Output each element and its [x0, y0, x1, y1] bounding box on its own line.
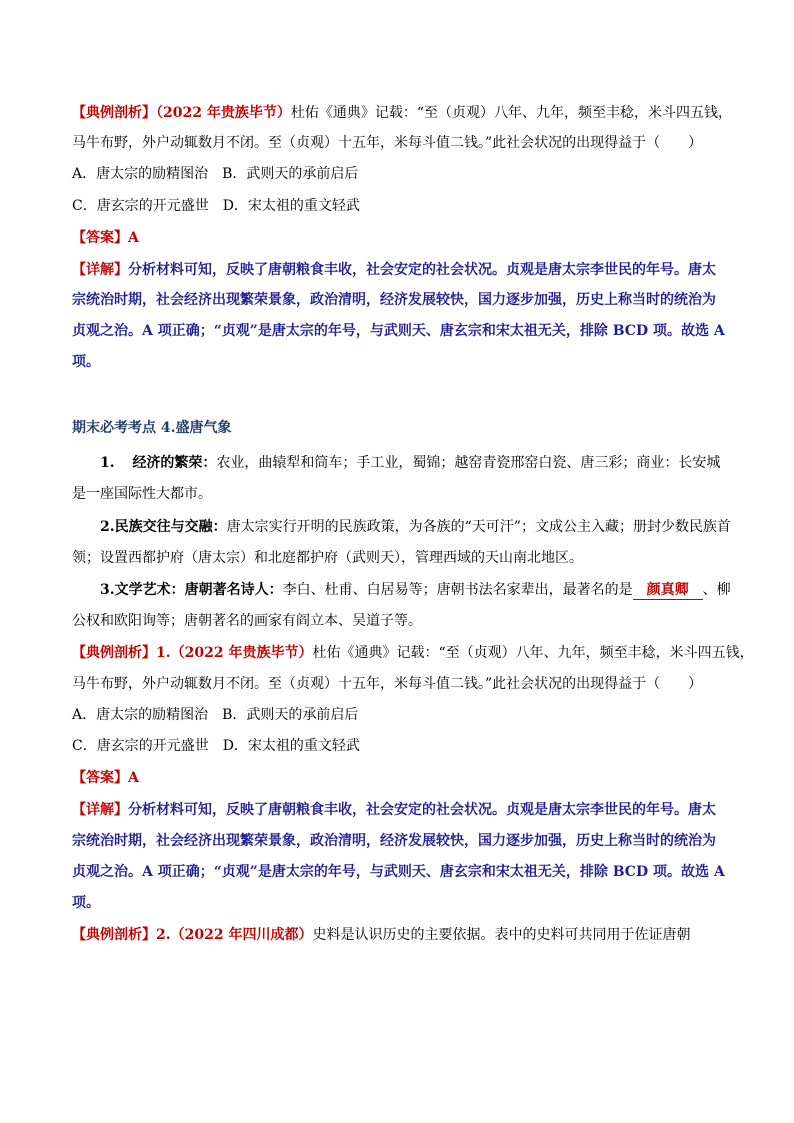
point-1-title: 经济的繁荣：	[132, 455, 217, 471]
point-3-text-end: 、柳	[702, 582, 731, 598]
question-2-answer	[72, 763, 722, 794]
point-2-line-2: 领；设置西都护府（唐太宗）和北庭都护府（武则天），管理西域的天山南北地区。	[72, 550, 583, 566]
point-2-text: 唐太宗实行开明的民族政策，为各族的“天可汗”；文成公主入藏；册封少数民族首	[226, 519, 731, 535]
question-text: 史料是认识历史的主要依据。表中的史料可共同用于佐证唐朝	[312, 927, 691, 943]
point-1-line-2: 是一座国际性大都市。	[72, 486, 212, 502]
question-source: （2022 年贵族毕节）	[156, 105, 291, 121]
question-2-detail-line-3: 贞观之治。A 项正确；“贞观”是唐太宗的年号，与武则天、唐玄宗和宋太祖无关，排除 BCD 项。故选 A	[72, 864, 725, 880]
point-3-title: 3.文学艺术：唐朝著名诗人：	[100, 582, 283, 598]
point-2-title: 2.民族交往与交融：	[100, 519, 227, 535]
question-1-answer	[72, 223, 722, 254]
question-2-options-cd: C．唐玄宗的开元盛世 D．宋太祖的重文轻武	[72, 738, 360, 754]
answer-value: A	[128, 770, 139, 786]
point-2-line-1	[72, 512, 731, 543]
question-2-detail-line-2: 宗统治时期，社会经济出现繁荣景象，政治清明，经济发展较快，国力逐步加强，历史上称当时的统治为	[72, 833, 716, 849]
answer-value: A	[128, 230, 139, 246]
point-1-line-1	[72, 448, 722, 479]
answer-blank: 颜真卿	[633, 581, 703, 600]
example-tag: 【典例剖析】	[72, 927, 156, 943]
detail-text: 分析材料可知，反映了唐朝粮食丰收，社会安定的社会状况。贞观是唐太宗李世民的年号。唐太	[128, 262, 716, 278]
question-2-line-2: 马牛布野，外户动辄数月不闭。至（贞观）十五年，米每斗值二钱。”此社会状况的出现得益于（ ）	[72, 676, 703, 692]
point-3-line-1	[72, 575, 731, 606]
question-2-detail-line-4: 项。	[72, 895, 100, 911]
question-text: 杜佑《通典》记载：“至（贞观）八年、九年，频至丰稔，米斗四五钱，	[290, 105, 732, 121]
question-1-detail-line-4: 项。	[72, 354, 100, 370]
point-1-text: 农业，曲辕犁和筒车；手工业，蜀锦；越窑青瓷邢窑白瓷、唐三彩；商业：长安城	[216, 455, 721, 471]
question-source: 1.（2022 年贵族毕节）	[156, 645, 313, 661]
answer-tag: 【答案】	[72, 770, 128, 786]
question-text: 杜佑《通典》记载：“至（贞观）八年、九年，频至丰稔，米斗四五钱，	[312, 645, 754, 661]
question-1-detail-line-2: 宗统治时期，社会经济出现繁荣景象，政治清明，经济发展较快，国力逐步加强，历史上称当时的统治为	[72, 292, 716, 308]
question-source: 2.（2022 年四川成都）	[156, 927, 313, 943]
answer-tag: 【答案】	[72, 230, 128, 246]
question-2-options-ab: A．唐太宗的励精图治 B．武则天的承前启后	[72, 707, 359, 723]
question-2-detail-line-1	[72, 795, 722, 826]
detail-tag: 【详解】	[72, 802, 128, 818]
detail-text: 分析材料可知，反映了唐朝粮食丰收，社会安定的社会状况。贞观是唐太宗李世民的年号。唐太	[128, 802, 716, 818]
example-tag: 【典例剖析】	[72, 645, 156, 661]
question-1-line-1	[72, 98, 732, 129]
section-heading: 期末必考考点 4.盛唐气象	[72, 420, 232, 436]
question-1-options-ab: A．唐太宗的励精图治 B．武则天的承前启后	[72, 166, 359, 182]
question-1-options-cd: C．唐玄宗的开元盛世 D．宋太祖的重文轻武	[72, 198, 360, 214]
example-tag: 【典例剖析】	[72, 105, 156, 121]
point-3-text: 李白、杜甫、白居易等；唐朝书法名家辈出，最著名的是	[282, 582, 633, 598]
question-2-line-1	[72, 638, 754, 669]
question-1-detail-line-3: 贞观之治。A 项正确；“贞观”是唐太宗的年号，与武则天、唐玄宗和宋太祖无关，排除 BCD 项。故选 A	[72, 323, 725, 339]
detail-tag: 【详解】	[72, 262, 128, 278]
question-1-detail-line-1	[72, 255, 722, 286]
point-3-line-2: 公权和欧阳询等；唐朝著名的画家有阎立本、吴道子等。	[72, 613, 422, 629]
question-1-line-2: 马牛布野，外户动辄数月不闭。至（贞观）十五年，米每斗值二钱。”此社会状况的出现得益于（ ）	[72, 135, 703, 151]
point-1-number: 1.	[100, 455, 115, 471]
question-3-line-1	[72, 920, 722, 951]
